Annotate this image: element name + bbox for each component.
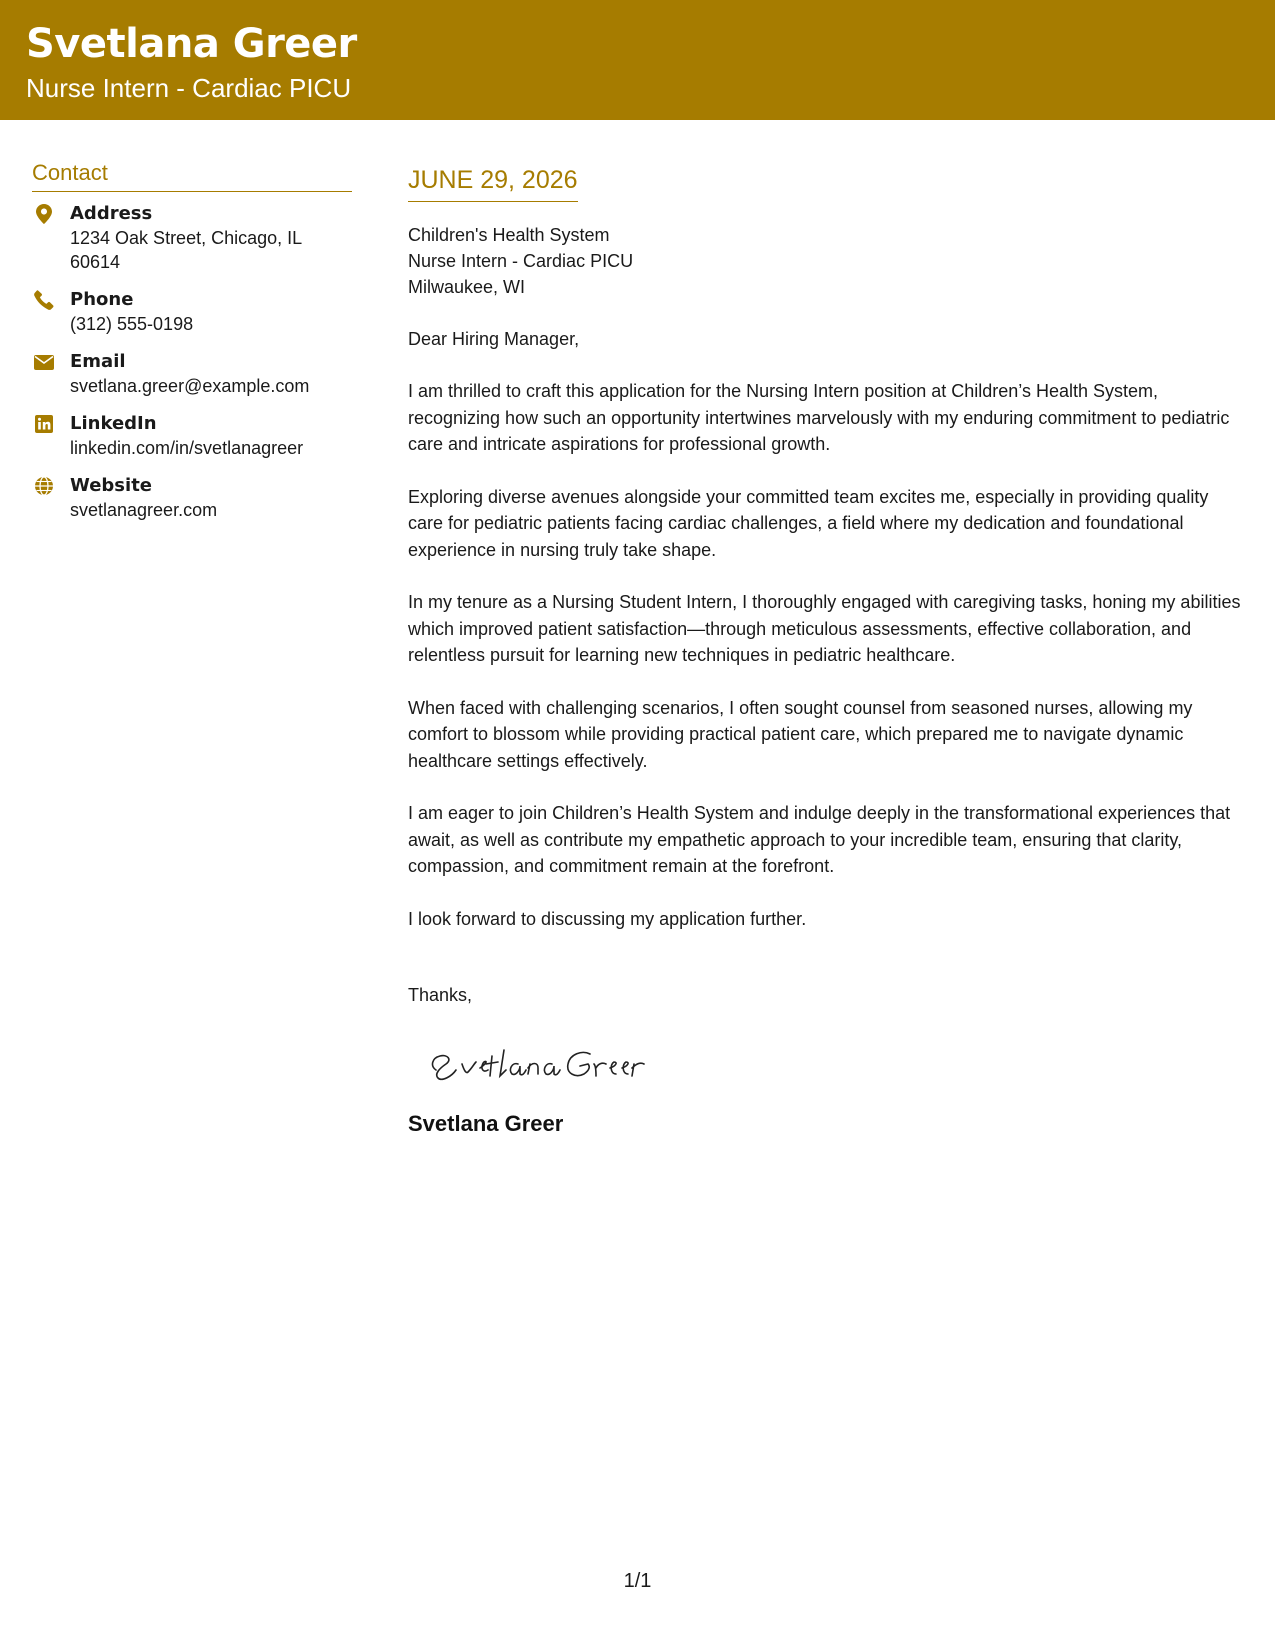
contact-value-address: 1234 Oak Street, Chicago, IL 60614	[70, 228, 302, 273]
page-number: 1/1	[623, 1570, 652, 1592]
recipient-block	[408, 222, 1248, 300]
salutation: Dear Hiring Manager,	[408, 329, 580, 349]
contact-sidebar	[32, 160, 352, 536]
globe-icon	[32, 474, 56, 498]
envelope-icon	[32, 350, 56, 374]
linkedin-icon	[32, 412, 56, 436]
closing-phrase: Thanks,	[408, 985, 473, 1005]
contact-value-email: svetlana.greer@example.com	[70, 376, 310, 397]
letter-paragraph: I am eager to join Children’s Health System and indulge deeply in the transformational experiences that await, as well as contribute my empathetic approach to your incredible team, ensuring that clarity, compassion, and commitment remain at the forefront.	[408, 803, 1231, 876]
map-pin-icon	[32, 202, 56, 226]
contact-label-address: Address	[70, 203, 153, 225]
signed-name: Svetlana Greer	[408, 1111, 564, 1136]
contact-label-linkedin: LinkedIn	[70, 413, 157, 435]
handwritten-signature	[422, 1036, 662, 1086]
contact-section-title: Contact	[32, 160, 352, 192]
letter-paragraph: I am thrilled to craft this application for the Nursing Intern position at Children’s Health System, recognizing how such an opportunity intertwines marvelously with my enduring commitment to pediatric care and intricate aspirations for professional growth.	[408, 381, 1230, 454]
phone-icon	[32, 288, 56, 312]
contact-item-email	[32, 350, 352, 398]
contact-label-email: Email	[70, 351, 126, 373]
recipient-position: Nurse Intern - Cardiac PICU	[408, 251, 634, 271]
applicant-role: Nurse Intern - Cardiac PICU	[26, 73, 352, 103]
contact-value-phone: (312) 555-0198	[70, 314, 194, 335]
recipient-location: Milwaukee, WI	[408, 277, 526, 297]
letter-date: JUNE 29, 2026	[408, 165, 578, 202]
contact-label-website: Website	[70, 475, 153, 497]
letter-body	[408, 165, 1248, 1137]
header-banner	[0, 0, 1275, 120]
letter-paragraph: I look forward to discussing my application further.	[408, 908, 807, 929]
contact-value-website: svetlanagreer.com	[70, 500, 218, 521]
recipient-organization: Children's Health System	[408, 225, 610, 245]
contact-value-linkedin: linkedin.com/in/svetlanagreer	[70, 438, 304, 459]
contact-item-linkedin	[32, 412, 352, 460]
applicant-name: Svetlana Greer	[26, 21, 357, 67]
letter-paragraph: When faced with challenging scenarios, I often sought counsel from seasoned nurses, allowing my comfort to blossom while providing practical patient care, which prepared me to navigate dynamic healthcare settings effectively.	[408, 697, 1193, 771]
letter-paragraph: Exploring diverse avenues alongside your committed team excites me, especially in providing quality care for pediatric patients facing cardiac challenges, a field where my dedication and foundational experience in nursing truly take shape.	[408, 486, 1209, 560]
contact-item-address	[32, 202, 352, 274]
letter-paragraph: In my tenure as a Nursing Student Intern, I thoroughly engaged with caregiving tasks, honing my abilities which improved patient satisfaction—through meticulous assessments, effective collaboration, and relentless pursuit for learning new techniques in pediatric healthcare.	[408, 592, 1241, 665]
contact-label-phone: Phone	[70, 289, 134, 311]
contact-item-website	[32, 474, 352, 522]
contact-item-phone	[32, 288, 352, 336]
